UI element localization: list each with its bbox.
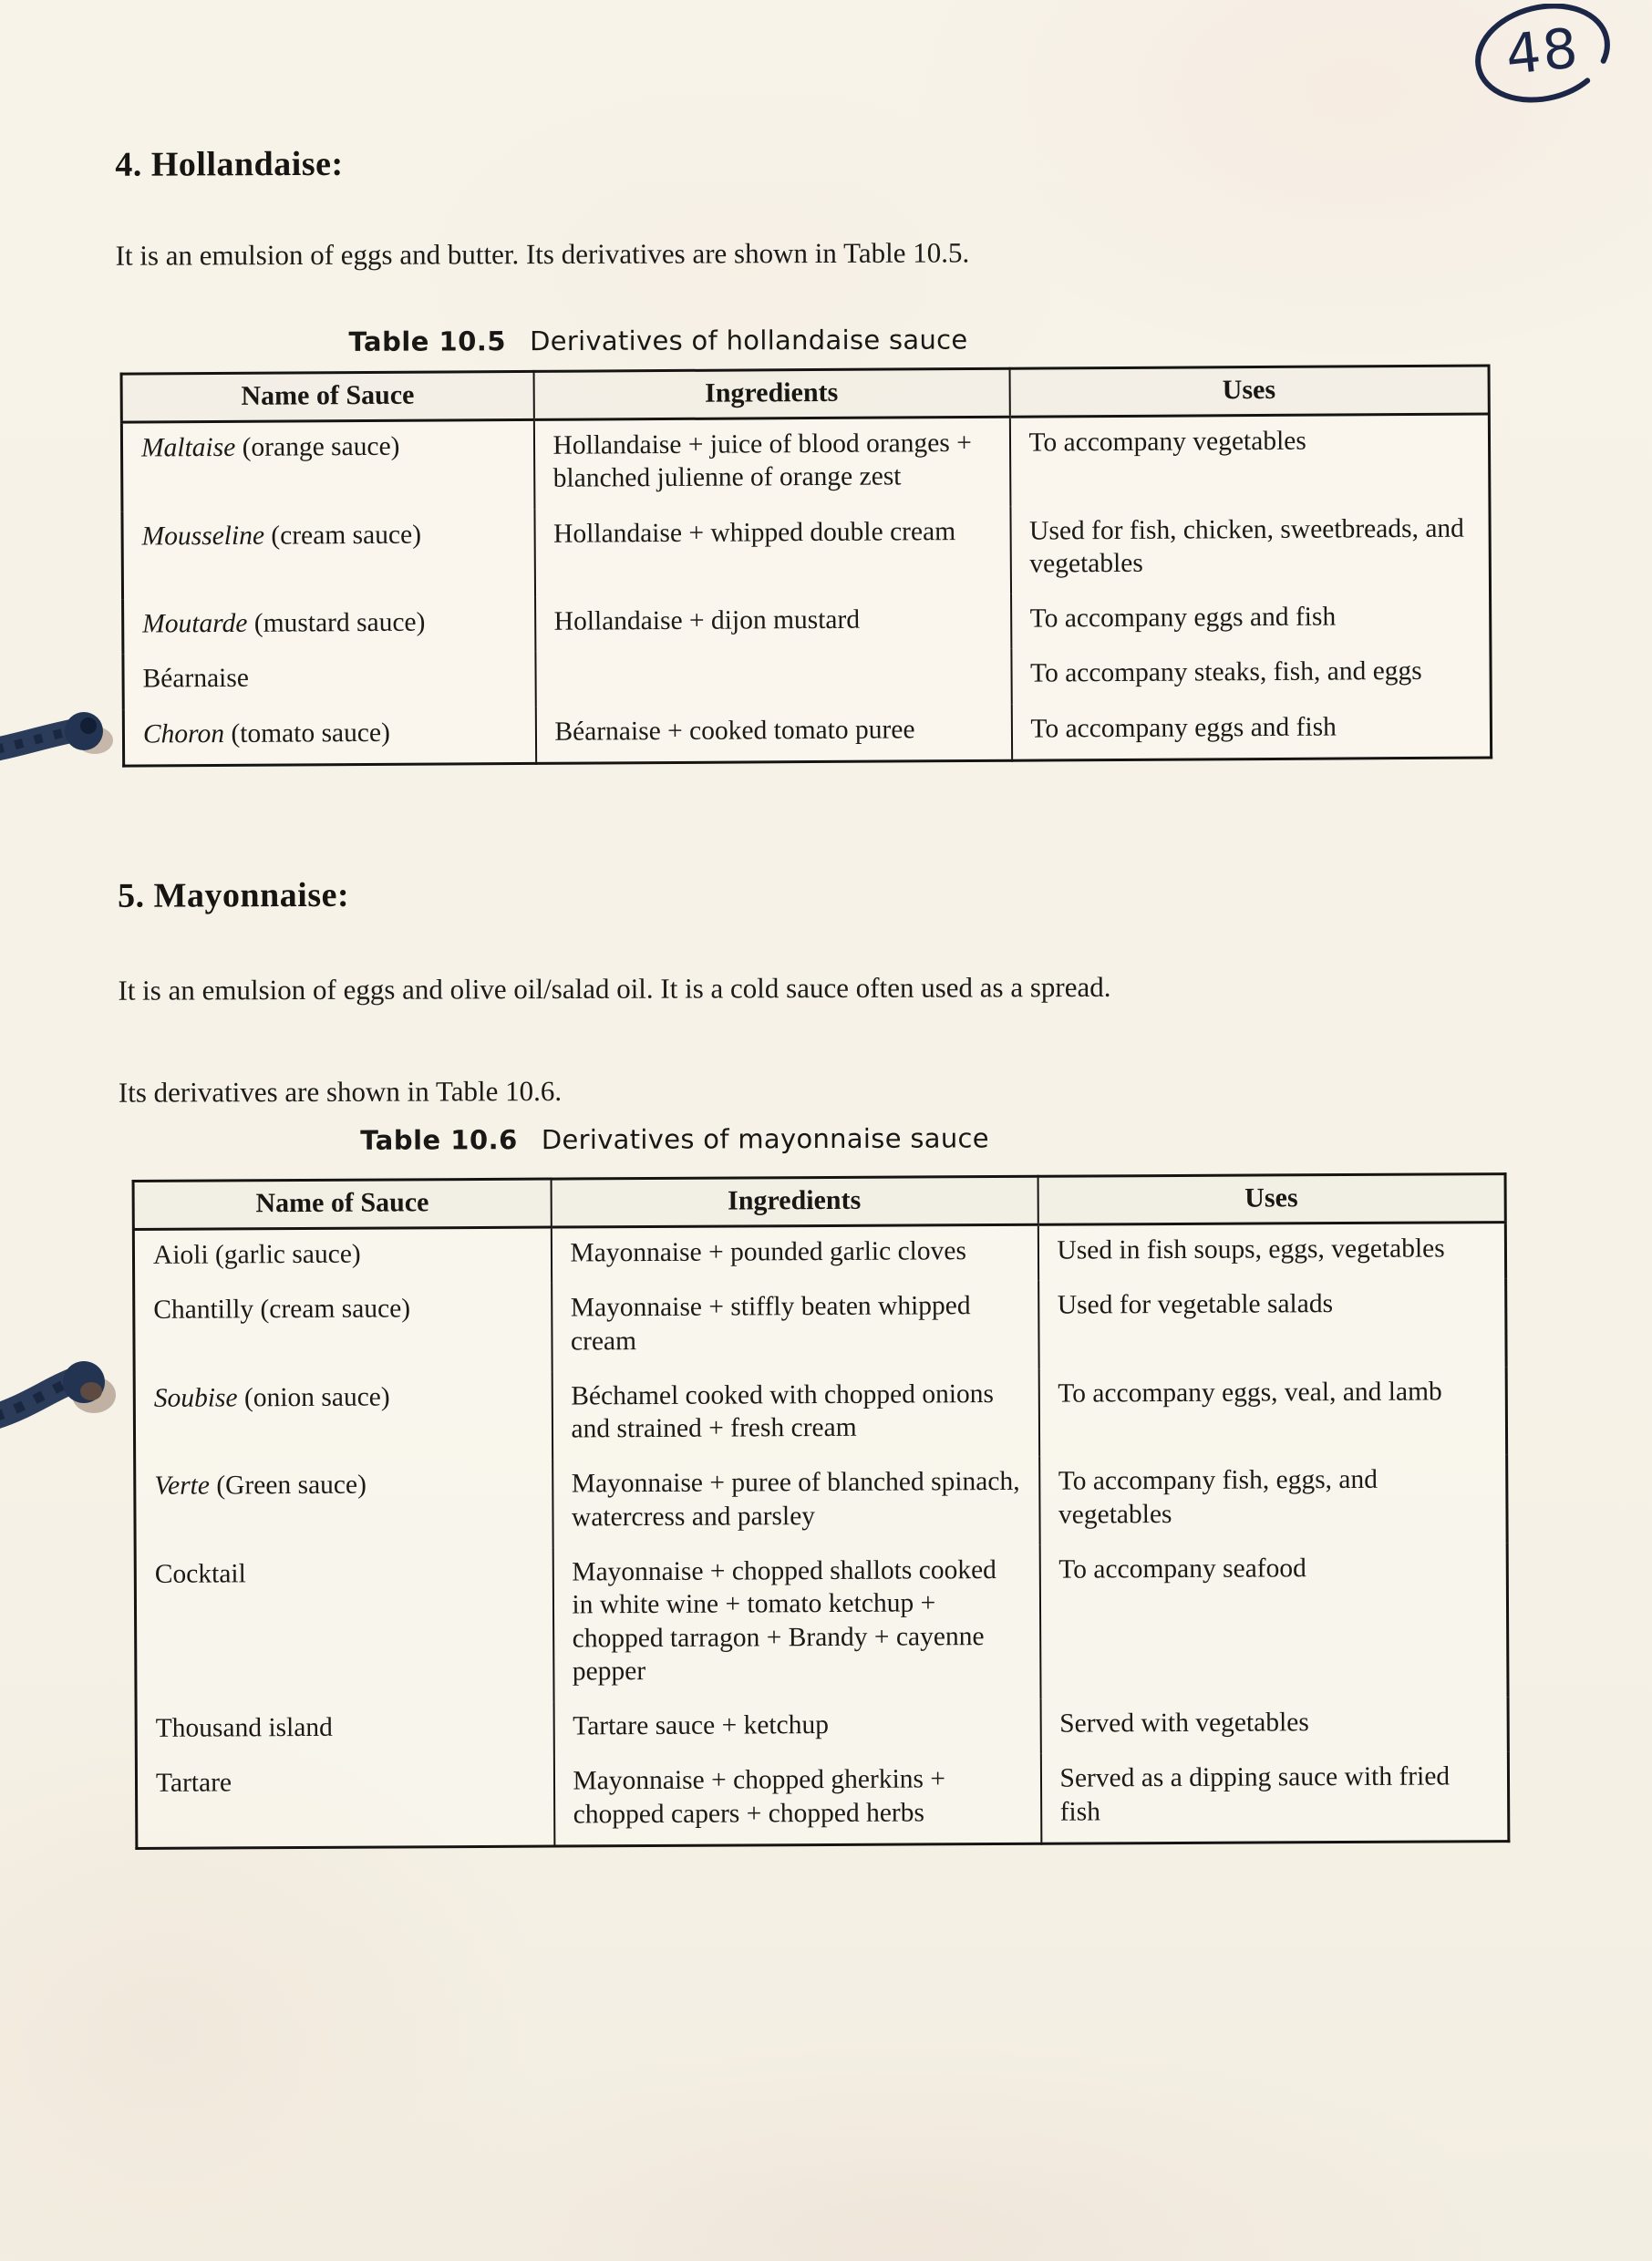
table-row bbox=[123, 646, 1491, 709]
sauce-name-cell bbox=[123, 652, 535, 709]
sauce-name-cell bbox=[136, 1702, 553, 1760]
table-106-caption-title: Derivatives of mayonnaise sauce bbox=[541, 1122, 989, 1156]
uses-cell: To accompany steaks, fish, and eggs bbox=[1011, 646, 1491, 704]
table-105-caption-label: Table 10.5 bbox=[348, 325, 507, 357]
column-header: Uses bbox=[1038, 1174, 1505, 1225]
sauce-name-cell bbox=[135, 1548, 553, 1705]
column-header: Uses bbox=[1009, 366, 1489, 417]
section-heading-hollandaise: 4. Hollandaise: bbox=[115, 144, 344, 184]
sauce-name-suffix: (onion sauce) bbox=[237, 1382, 390, 1413]
ingredients-cell: Hollandaise + dijon mustard bbox=[535, 594, 1011, 652]
table-105-caption-title: Derivatives of hollandaise sauce bbox=[530, 324, 968, 357]
uses-cell: Used in fish soups, eggs, vegetables bbox=[1038, 1223, 1505, 1281]
sauce-name: Béarnaise bbox=[142, 664, 249, 694]
table-row bbox=[136, 1751, 1508, 1848]
sauce-name-suffix: (garlic sauce) bbox=[208, 1239, 361, 1270]
ingredients-cell: Mayonnaise + puree of blanched spinach, watercress and parsley bbox=[552, 1457, 1039, 1547]
mayonnaise-intro-text: It is an emulsion of eggs and olive oil/salad oil. It is a cold sauce often used as a spread. bbox=[118, 970, 1111, 1007]
sauce-name: Aioli bbox=[152, 1240, 209, 1270]
sauce-name-cell bbox=[134, 1284, 552, 1374]
ingredients-cell: Béarnaise + cooked tomato puree bbox=[535, 704, 1011, 763]
table-105-caption bbox=[116, 324, 1201, 358]
section-heading-mayonnaise: 5. Mayonnaise: bbox=[118, 875, 350, 915]
column-header: Ingredients bbox=[533, 368, 1009, 419]
sauce-name-suffix: (tomato sauce) bbox=[223, 718, 390, 749]
column-header: Ingredients bbox=[551, 1176, 1038, 1227]
sauce-name: Choron bbox=[142, 718, 225, 749]
table-header-row bbox=[133, 1174, 1505, 1230]
sauce-name-cell bbox=[123, 597, 535, 655]
hollandaise-derivatives-table bbox=[120, 364, 1493, 767]
uses-cell: To accompany eggs and fish bbox=[1011, 592, 1491, 649]
sauce-name: Tartare bbox=[155, 1768, 232, 1799]
table-row bbox=[134, 1278, 1506, 1373]
ingredients-cell: Tartare sauce + ketchup bbox=[553, 1699, 1040, 1757]
table-row bbox=[134, 1367, 1506, 1461]
table-row bbox=[123, 592, 1491, 655]
sauce-name: Thousand island bbox=[155, 1712, 333, 1743]
ingredients-cell bbox=[535, 649, 1011, 707]
uses-cell: To accompany fish, eggs, and vegetables bbox=[1039, 1454, 1507, 1544]
table-header-row bbox=[121, 366, 1489, 422]
sauce-name: Cocktail bbox=[154, 1559, 246, 1589]
sauce-name-cell bbox=[122, 509, 535, 599]
sauce-name: Chantilly bbox=[153, 1295, 254, 1326]
uses-cell: Used for fish, chicken, sweetbreads, and vegetables bbox=[1010, 503, 1491, 594]
table-row bbox=[135, 1454, 1507, 1549]
uses-cell: Served as a dipping sauce with fried fish bbox=[1040, 1751, 1509, 1843]
table-row bbox=[123, 701, 1491, 766]
ingredients-cell: Mayonnaise + pounded garlic cloves bbox=[551, 1224, 1038, 1284]
sauce-name-cell bbox=[136, 1757, 554, 1848]
uses-cell: Used for vegetable salads bbox=[1038, 1278, 1506, 1368]
ingredients-cell: Hollandaise + whipped double cream bbox=[534, 506, 1011, 597]
sauce-name-cell bbox=[121, 419, 534, 511]
column-header: Name of Sauce bbox=[133, 1179, 551, 1229]
page-number: 48 bbox=[1502, 15, 1583, 88]
sauce-name-cell bbox=[123, 707, 535, 767]
mayonnaise-intro-text-2: Its derivatives are shown in Table 10.6. bbox=[118, 1075, 563, 1109]
ingredients-cell: Mayonnaise + chopped shallots cooked in white wine + tomato ketchup + chopped tarragon + Brandy + cayenne pepper bbox=[552, 1545, 1040, 1702]
sauce-name-suffix: (cream sauce) bbox=[263, 520, 422, 551]
sauce-name-suffix: (mustard sauce) bbox=[247, 607, 426, 638]
table-106-caption-label: Table 10.6 bbox=[360, 1124, 518, 1156]
uses-cell: Served with vegetables bbox=[1040, 1697, 1508, 1754]
table-row bbox=[133, 1223, 1505, 1286]
sauce-name-cell bbox=[133, 1227, 551, 1285]
table-row bbox=[122, 503, 1491, 600]
sauce-name: Verte bbox=[154, 1471, 211, 1502]
sauce-name-suffix: (Green sauce) bbox=[209, 1471, 367, 1501]
table-106-caption bbox=[128, 1121, 1222, 1156]
mayonnaise-derivatives-table bbox=[132, 1172, 1511, 1850]
sauce-name-suffix: (orange sauce) bbox=[235, 431, 400, 462]
uses-cell: To accompany eggs and fish bbox=[1011, 701, 1491, 760]
ingredients-cell: Mayonnaise + chopped gherkins + chopped capers + chopped herbs bbox=[553, 1754, 1041, 1846]
uses-cell: To accompany eggs, veal, and lamb bbox=[1038, 1367, 1506, 1457]
sauce-name-cell bbox=[135, 1460, 552, 1550]
column-header: Name of Sauce bbox=[121, 371, 533, 422]
sauce-name: Maltaise bbox=[140, 432, 236, 463]
sauce-name-suffix: (cream sauce) bbox=[253, 1294, 411, 1325]
sauce-name: Moutarde bbox=[142, 608, 248, 639]
sauce-name: Soubise bbox=[153, 1383, 238, 1413]
hollandaise-intro-text: It is an emulsion of eggs and butter. Its derivatives are shown in Table 10.5. bbox=[115, 236, 970, 272]
ingredients-cell: Hollandaise + juice of blood oranges + blanched julienne of orange zest bbox=[533, 417, 1010, 509]
sauce-name-cell bbox=[134, 1371, 552, 1461]
table-row bbox=[121, 414, 1490, 511]
table-row bbox=[136, 1697, 1508, 1759]
ingredients-cell: Béchamel cooked with chopped onions and strained + fresh cream bbox=[552, 1369, 1038, 1460]
uses-cell: To accompany seafood bbox=[1039, 1543, 1508, 1699]
table-row bbox=[135, 1543, 1508, 1704]
ingredients-cell: Mayonnaise + stiffly beaten whipped cream bbox=[552, 1281, 1038, 1371]
uses-cell: To accompany vegetables bbox=[1009, 414, 1490, 506]
sauce-name: Mousseline bbox=[141, 521, 265, 552]
